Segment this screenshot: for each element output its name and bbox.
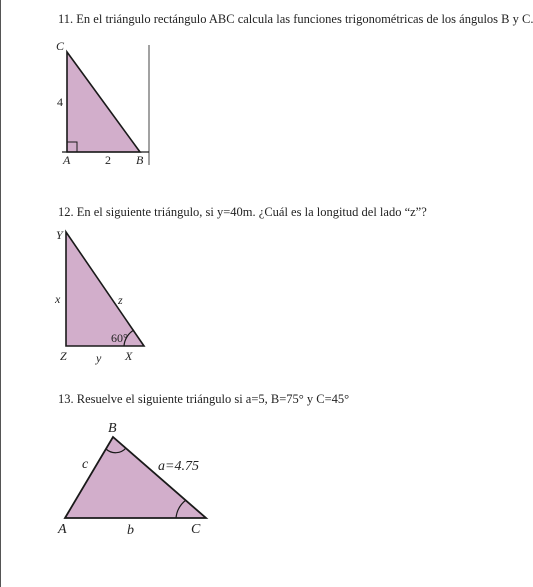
vertex-label-b: B <box>108 421 117 436</box>
figure-11 <box>56 39 149 167</box>
side-label-x: x <box>55 292 61 306</box>
figure-12 <box>54 228 144 365</box>
vertex-label-a: A <box>58 522 67 537</box>
side-label-b: b <box>127 523 134 538</box>
figure-13 <box>57 421 206 538</box>
side-label-y: y <box>96 351 102 365</box>
question-13-text: 13. Resuelve el siguiente triángulo si a=5, B=75° y C=45° <box>58 392 350 406</box>
vertex-label-x: X <box>125 349 133 363</box>
triangle-abc-13 <box>65 437 206 518</box>
vertex-label-b: B <box>136 153 144 167</box>
vertex-label-c: C <box>56 39 65 53</box>
vertex-label-y: Y <box>56 228 63 242</box>
triangle-abc-11 <box>67 52 140 152</box>
angle-label-60: 60° <box>111 331 128 345</box>
vertex-label-c: C <box>191 522 201 537</box>
side-label-z: z <box>118 293 123 307</box>
side-label-a: a=4.75 <box>158 459 199 474</box>
vertex-label-a: A <box>63 153 71 167</box>
vertex-label-z: Z <box>60 349 67 363</box>
question-12-text: 12. En el siguiente triángulo, si y=40m. ¿Cuál es la longitud del lado “z”? <box>58 205 427 219</box>
question-11-text: 11. En el triángulo rectángulo ABC calcula las funciones trigonométricas de los ángulos B y C. <box>58 12 533 26</box>
side-label-c: c <box>82 457 89 472</box>
triangle-xyz-12 <box>66 232 144 346</box>
side-label-ac: 4 <box>57 95 63 109</box>
side-label-ab: 2 <box>105 153 111 167</box>
